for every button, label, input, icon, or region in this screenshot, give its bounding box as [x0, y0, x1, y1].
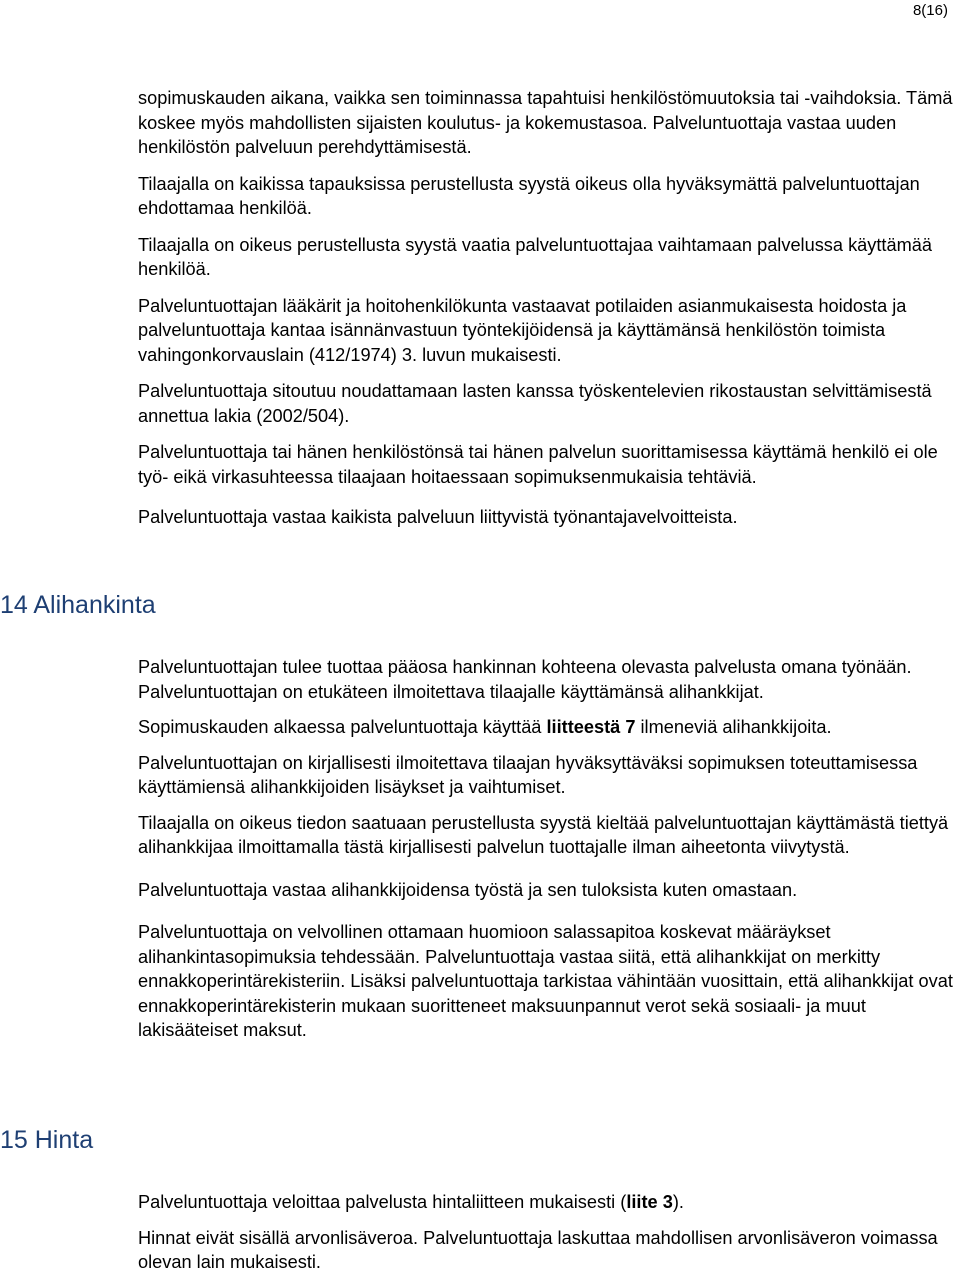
paragraph: Tilaajalla on kaikissa tapauksissa perustellusta syystä oikeus olla hyväksymättä palveluntuottajan ehdottamaa henkilöä.: [138, 173, 920, 218]
section-15-body: [138, 1190, 953, 1275]
appendix-reference: liite 3: [626, 1192, 673, 1212]
text-run: ).: [672, 1192, 684, 1212]
paragraph: sopimuskauden aikana, vaikka sen toiminnassa tapahtuisi henkilöstömuutoksia tai -vaihdoksia. Tämä koskee myös mahdollisten sijaisten koulutus- ja kokemustasoa. Palveluntuottaja vastaa uuden henkilöstön palveluun perehdyttämisestä.: [138, 88, 953, 157]
paragraph: Palveluntuottaja vastaa alihankkijoidensa työstä ja sen tuloksista kuten omastaan.: [138, 879, 798, 900]
paragraph: Palveluntuottajan on kirjallisesti ilmoitettava tilaajan hyväksyttäväksi sopimuksen toteuttamisessa käyttämiensä alihankkijoiden lisäykset ja vaihtumiset.: [138, 752, 918, 797]
section-14-body: [138, 655, 953, 1043]
section-heading-subcontracting: 14 Alihankinta: [0, 591, 156, 619]
page-number: 8(16): [912, 2, 948, 19]
paragraph: Palveluntuottajan lääkärit ja hoitohenkilökunta vastaavat potilaiden asianmukaisesta hoidosta ja palveluntuottaja kantaa isännänvastuun työntekijöidensä ja käyttämänsä henkilöstön toimista vahingonkorvauslain (412/1974) 3. luvun mukaisesti.: [138, 295, 907, 365]
paragraph: [138, 1190, 953, 1215]
text-run: ilmeneviä alihankkijoita.: [635, 717, 832, 737]
paragraph: Hinnat eivät sisällä arvonlisäveroa. Palveluntuottaja laskuttaa mahdollisen arvonlisäveron voimassa olevan lain mukaisesti.: [138, 1227, 938, 1272]
paragraph: Tilaajalla on oikeus tiedon saatuaan perustellusta syystä kieltää palveluntuottajan käyttämästä tiettyä alihankkijaa ilmoittamalla tästä kirjallisesti palvelun tuottajalle ilman aiheetonta viivytystä.: [138, 812, 949, 857]
paragraph: Palveluntuottaja vastaa kaikista palveluun liittyvistä työnantajavelvoitteista.: [138, 507, 738, 527]
appendix-reference: liitteestä 7: [546, 717, 636, 737]
paragraph: Palveluntuottaja sitoutuu noudattamaan lasten kanssa työskentelevien rikostaustan selvittämisestä annettua lakia (2002/504).: [138, 381, 932, 426]
paragraph: Palveluntuottaja on velvollinen ottamaan huomioon salassapitoa koskevat määräykset alihankintasopimuksia tehdessään. Palveluntuottaja vastaa siitä, että alihankkijat on merkitty ennakkoperintärekisteriin. Lisäksi palveluntuottaja tarkistaa vähintään vuosittain, että alihankkijat ovat ennakkoperintärekisterin mukaan suoritteneet maksuunpannut verot sekä sosiaali- ja muut lakisääteiset maksut.: [138, 922, 953, 1040]
text-run: Sopimuskauden alkaessa palveluntuottaja käyttää: [138, 717, 547, 737]
paragraph: Palveluntuottajan tulee tuottaa pääosa hankinnan kohteena olevasta palvelusta omana työnään. Palveluntuottajan on etukäteen ilmoitettava tilaajalle käyttämänsä alihankkijat.: [138, 657, 912, 702]
section-heading-price: 15 Hinta: [0, 1126, 94, 1154]
paragraph: Palveluntuottaja tai hänen henkilöstönsä tai hänen palvelun suorittamisessa käyttämä henkilö ei ole työ- eikä virkasuhteessa tilaajaan hoitaessaan sopimuksenmukaisia tehtäviä.: [138, 442, 938, 487]
section-13-continuation: [138, 86, 953, 530]
paragraph: [138, 715, 953, 740]
text-run: Palveluntuottaja veloittaa palvelusta hintaliitteen mukaisesti (: [138, 1192, 627, 1212]
paragraph: Tilaajalla on oikeus perustellusta syystä vaatia palveluntuottajaa vaihtamaan palvelussa käyttämää henkilöä.: [138, 234, 932, 279]
